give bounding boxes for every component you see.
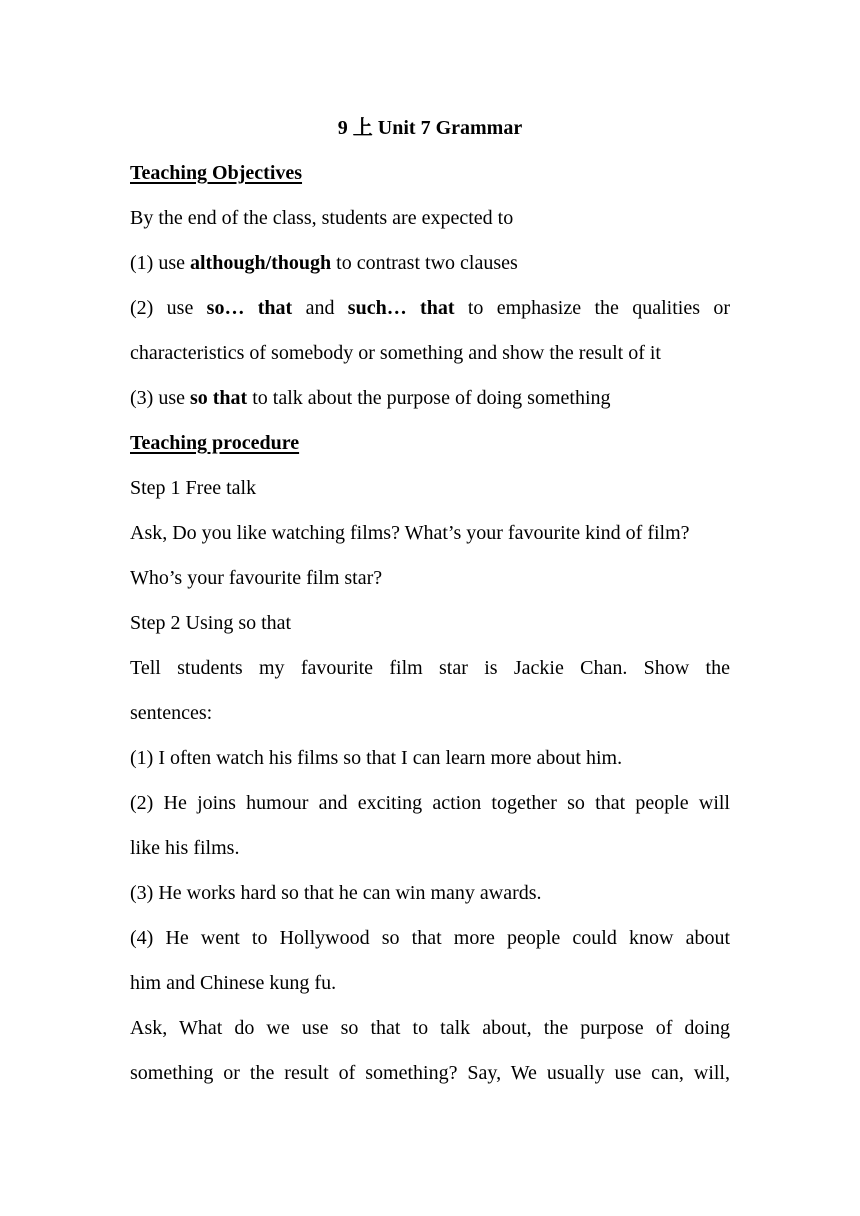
document-title: 9 上 Unit 7 Grammar xyxy=(337,117,523,139)
ask-2-line-2: something or the result of something? Say, We usually use can, will, xyxy=(130,1062,730,1084)
objective-3 xyxy=(130,385,730,411)
sentence-4-line-1: (4) He went to Hollywood so that more people could know about xyxy=(130,927,730,949)
sentence-3: (3) He works hard so that he can win many awards. xyxy=(130,882,542,904)
ask-2-line-1: Ask, What do we use so that to talk about, the purpose of doing xyxy=(130,1017,730,1039)
objective-1-keyword: although/though xyxy=(189,252,332,274)
objective-2 xyxy=(130,295,730,321)
step-1-title: Step 1 Free talk xyxy=(130,477,257,499)
ask-1-line-2: Who’s your favourite film star? xyxy=(130,567,383,589)
objective-3-suffix: to talk about the purpose of doing something xyxy=(247,387,611,409)
sentence-2-line-1: (2) He joins humour and exciting action together so that people will xyxy=(130,792,730,814)
objective-1-suffix: to contrast two clauses xyxy=(331,252,518,274)
objective-2-mid: and xyxy=(292,297,348,319)
objective-1 xyxy=(130,250,730,276)
objective-1-prefix: (1) use xyxy=(130,252,190,274)
objective-2-suffix: to emphasize the qualities or xyxy=(454,297,730,319)
objective-2-keyword-2: such… that xyxy=(347,297,455,319)
step-2-title: Step 2 Using so that xyxy=(130,612,292,634)
sentence-4-line-2: him and Chinese kung fu. xyxy=(130,972,337,994)
tell-line-2: sentences: xyxy=(130,702,213,724)
objectives-heading: Teaching Objectives xyxy=(130,162,303,184)
objective-3-keyword: so that xyxy=(189,387,248,409)
procedure-heading: Teaching procedure xyxy=(130,432,300,454)
sentence-2-line-2: like his films. xyxy=(130,837,240,859)
objectives-intro: By the end of the class, students are expected to xyxy=(130,207,514,229)
objective-2-continuation: characteristics of somebody or something and show the result of it xyxy=(130,342,661,364)
sentence-1: (1) I often watch his films so that I can learn more about him. xyxy=(130,747,623,769)
tell-line-1: Tell students my favourite film star is Jackie Chan. Show the xyxy=(130,657,730,679)
objective-2-prefix: (2) use xyxy=(130,297,207,319)
objective-3-prefix: (3) use xyxy=(130,387,190,409)
objective-2-keyword-1: so… that xyxy=(206,297,293,319)
ask-1-line-1: Ask, Do you like watching films? What’s your favourite kind of film? xyxy=(130,522,690,544)
